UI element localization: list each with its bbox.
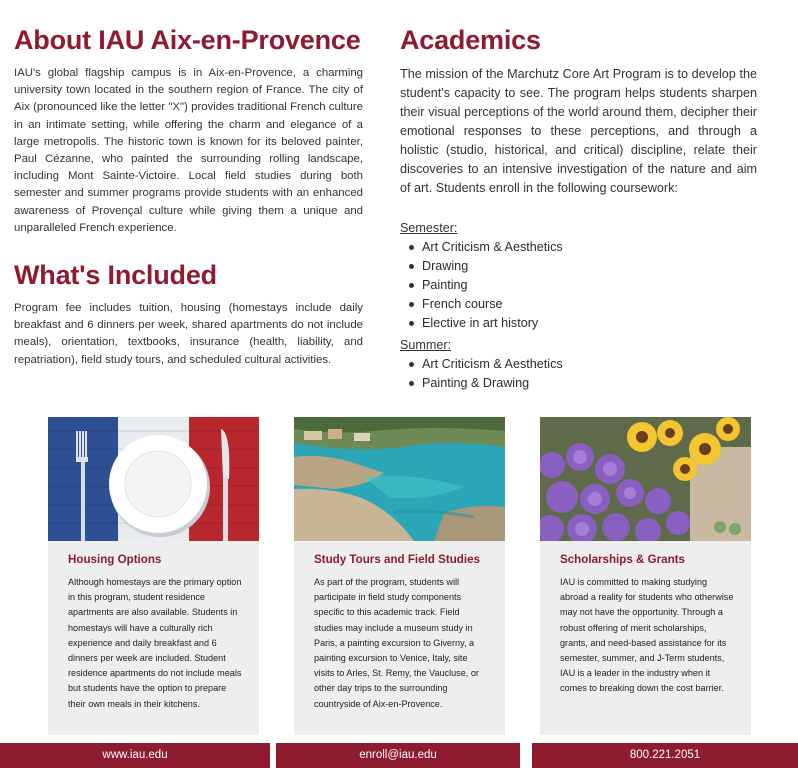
housing-card-text: Although homestays are the primary option in this program, student residence apartments are also available. Students in homestays will have a culturally rich experience and daily breakfast and 6 dinners per week are included. Student residence apartments do not include meals but students have the option to prepare their own meals in their kitchens. (68, 577, 242, 709)
list-item: Elective in art history (400, 314, 563, 333)
coastline-photo (294, 417, 505, 541)
scholarships-card (540, 417, 751, 735)
email-link[interactable]: enroll@iau.edu (276, 743, 520, 768)
list-item: Art Criticism & Aesthetics (400, 238, 563, 257)
phone-link[interactable]: 800.221.2051 (532, 743, 798, 768)
housing-photo (48, 417, 259, 541)
whats-included-paragraph: Program fee includes tuition, housing (homestays include daily breakfast and 6 dinners per week, shared apartments do not include meals), orientation, textbooks, insurance (health, liability, and repatriation), field study tours, and scheduled cultural activities. (14, 302, 363, 366)
flowers-photo (540, 417, 751, 541)
list-item: Drawing (400, 257, 563, 276)
scholarships-card-title: Scholarships & Grants (560, 553, 685, 566)
study-tours-card-title: Study Tours and Field Studies (314, 553, 480, 566)
housing-card-title: Housing Options (68, 553, 162, 566)
whats-included-heading: What's Included (14, 260, 217, 290)
academics-heading: Academics (400, 25, 541, 55)
about-heading: About IAU Aix-en-Provence (14, 25, 361, 55)
list-item: Art Criticism & Aesthetics (400, 355, 563, 374)
semester-label: Semester: (400, 221, 458, 235)
study-tours-card (294, 417, 505, 735)
summer-course-list (400, 355, 563, 393)
housing-card (48, 417, 259, 735)
website-link[interactable]: www.iau.edu (0, 743, 270, 768)
list-item: Painting & Drawing (400, 374, 563, 393)
about-paragraph: IAU's global flagship campus is in Aix-en-Provence, a charming university town located in the southern region of France. The city of Aix (pronounced like the letter "X") provides traditional French culture in an intimate setting, while offering the charm and elegance of a large metropolis. The historic town is known for its beloved painter, Paul Cézanne, who painted the surrounding rolling landscape, including Mont Sainte-Victoire. Local field studies during both semester and summer programs provide students with an enhanced awareness of Provençal culture while giving them a unique and unparalleled French experience. (14, 67, 363, 234)
list-item: French course (400, 295, 563, 314)
summer-label: Summer: (400, 338, 452, 352)
semester-course-list (400, 238, 563, 333)
academics-paragraph: The mission of the Marchutz Core Art Program is to develop the student's capacity to see. The program helps students sharpen their visual perceptions of the world around them, decipher their emotional responses to these perceptions, and through a holistic (studio, historical, and critical) discipline, relate their discoveries to an intensive investigation of the nature and aim of art. Students enroll in the following coursework: (400, 67, 757, 195)
scholarships-card-text: IAU is committed to making studying abroad a reality for students who otherwise may not have the opportunity. Through a robust offering of merit scholarships, grants, and need-based assistance for its semester, summer, and J-Term students, IAU is a leader in the industry when it comes to breaking down the cost barrier. (560, 577, 734, 694)
list-item: Painting (400, 276, 563, 295)
study-tours-card-text: As part of the program, students will participate in field study components specific to this academic track. Field studies may include a museum study in Paris, a painting excursion to Giverny, a painting excursion to Venice, Italy, site visits to Arles, St. Remy, the Vaucluse, or other day trips to the surrounding countryside of Aix-en-Provence. (314, 577, 479, 709)
